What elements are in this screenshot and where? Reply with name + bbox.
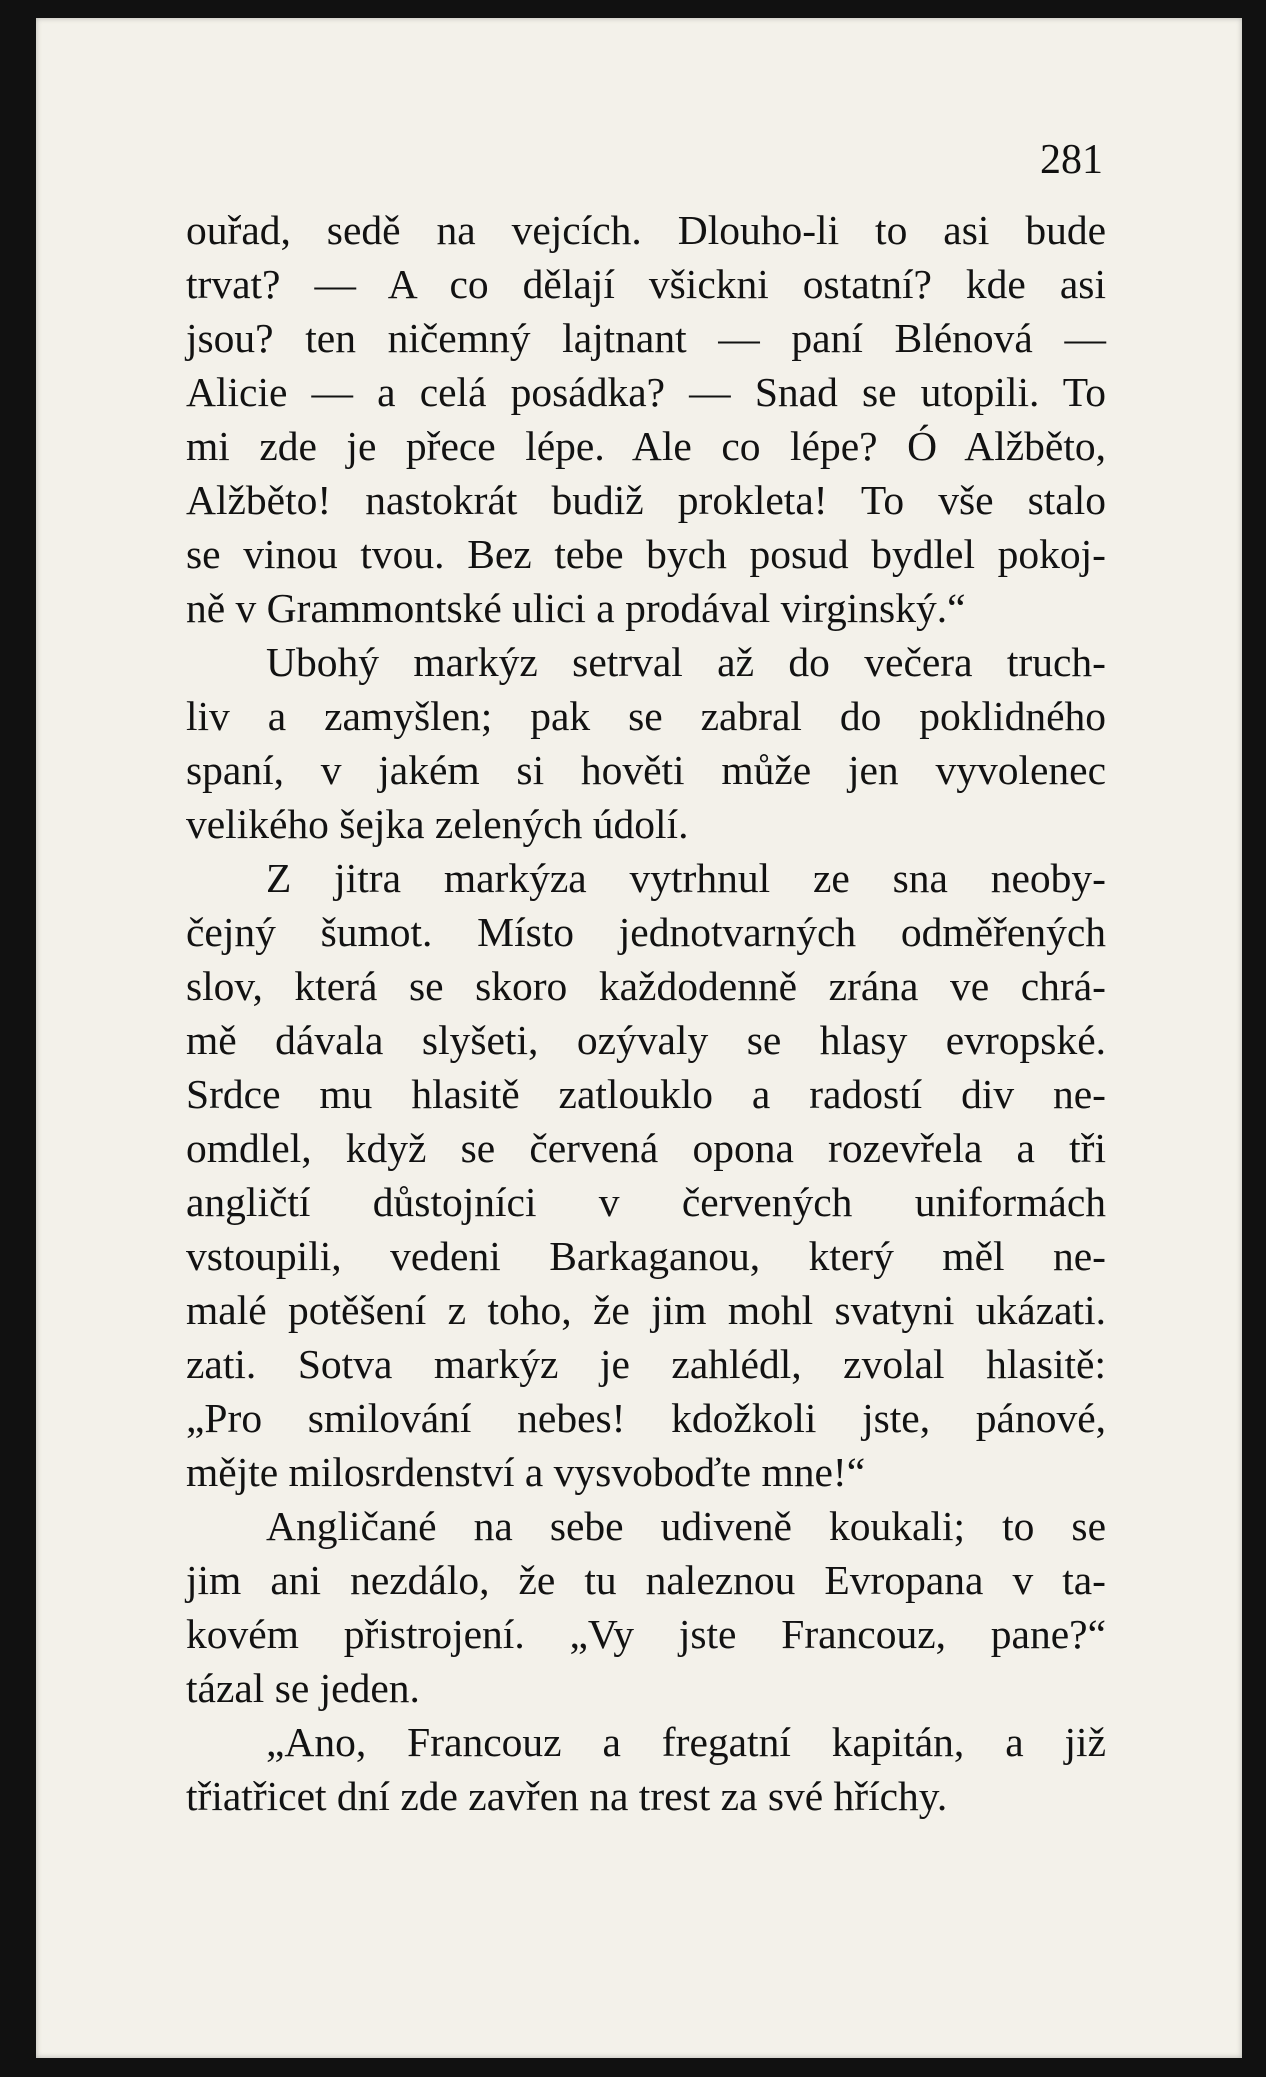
text-line: ouřad, sedě na vejcích. Dlouho-li to asi bude — [186, 207, 1106, 253]
text-line: slov, která se skoro každodenně zrána ve chrá- — [186, 963, 1106, 1009]
text-line: jsou? ten ničemný lajtnant — paní Blénová — — [186, 315, 1106, 361]
text-line: Angličané na sebe udiveně koukali; to se — [266, 1503, 1106, 1549]
text-line: kovém přistrojení. „Vy jste Francouz, pane?“ — [186, 1611, 1106, 1657]
text-line: jim ani nezdálo, že tu naleznou Evropana v ta- — [186, 1557, 1106, 1603]
text-line: se vinou tvou. Bez tebe bych posud bydlel pokoj- — [186, 531, 1106, 577]
text-line: mějte milosrdenství a vysvoboďte mne!“ — [186, 1449, 866, 1495]
book-page — [36, 18, 1242, 2058]
text-line: Z jitra markýza vytrhnul ze sna neoby- — [266, 855, 1106, 901]
text-line: tázal se jeden. — [186, 1665, 420, 1711]
text-line: spaní, v jakém si hověti může jen vyvolenec — [186, 747, 1106, 793]
text-line: mě dávala slyšeti, ozývaly se hlasy evropské. — [186, 1017, 1106, 1063]
text-line: omdlel, když se červená opona rozevřela a tři — [186, 1125, 1106, 1171]
text-line: zati. Sotva markýz je zahlédl, zvolal hlasitě: — [186, 1341, 1106, 1387]
text-line: Ubohý markýz setrval až do večera truch- — [266, 639, 1106, 685]
text-line: angličtí důstojníci v červených uniformách — [186, 1179, 1106, 1225]
text-line: velikého šejka zelených údolí. — [186, 801, 689, 847]
text-line: čejný šumot. Místo jednotvarných odměřených — [186, 909, 1106, 955]
body-text — [186, 203, 1106, 1823]
page-number: 281 — [1040, 137, 1103, 183]
text-line: „Ano, Francouz a fregatní kapitán, a již — [266, 1719, 1106, 1765]
text-line: Srdce mu hlasitě zatlouklo a radostí div ne- — [186, 1071, 1106, 1117]
text-line: třiatřicet dní zde zavřen na trest za své hříchy. — [186, 1773, 948, 1819]
text-line: Alžběto! nastokrát budiž prokleta! To vše stalo — [186, 477, 1106, 523]
text-line: liv a zamyšlen; pak se zabral do poklidného — [186, 693, 1106, 739]
text-line: vstoupili, vedeni Barkaganou, který měl ne- — [186, 1233, 1106, 1279]
text-line: ně v Grammontské ulici a prodával virginský.“ — [186, 585, 966, 631]
text-line: trvat? — A co dělají všickni ostatní? kde asi — [186, 261, 1106, 307]
text-line: „Pro smilování nebes! kdožkoli jste, pánové, — [186, 1395, 1106, 1441]
text-line: malé potěšení z toho, že jim mohl svatyni ukázati. — [186, 1287, 1106, 1333]
text-line: mi zde je přece lépe. Ale co lépe? Ó Alžběto, — [186, 423, 1106, 469]
text-line: Alicie — a celá posádka? — Snad se utopili. To — [186, 369, 1106, 415]
